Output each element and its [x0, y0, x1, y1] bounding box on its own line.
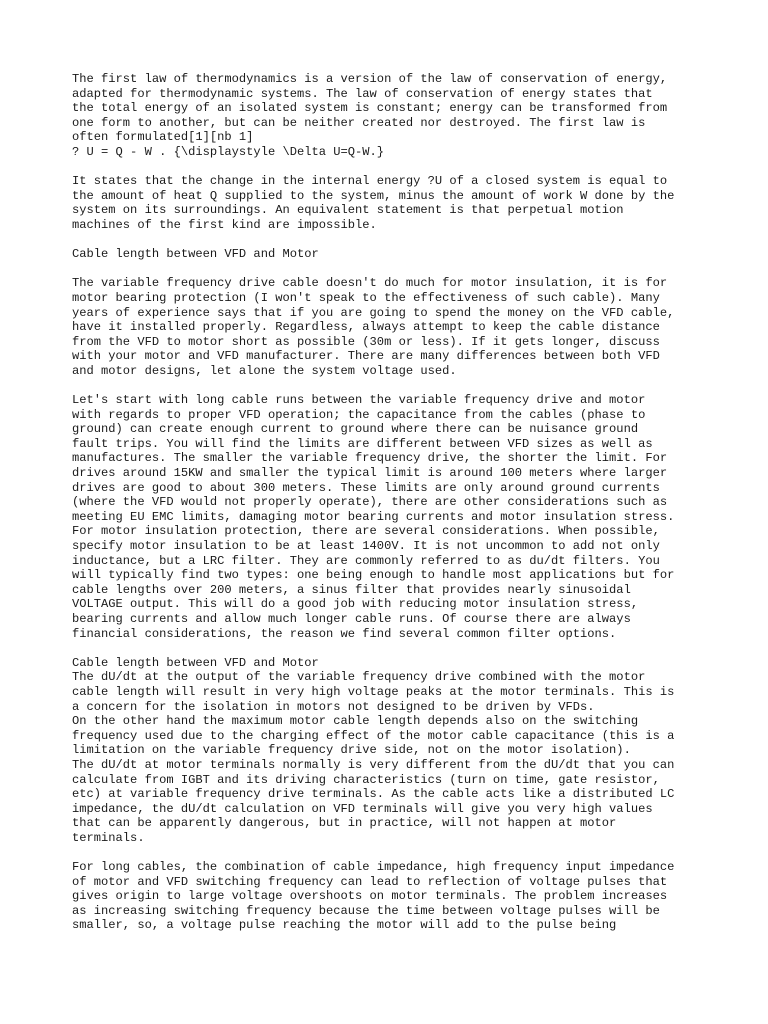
text-line: system on its surroundings. An equivalent statement is that perpetual motion — [72, 203, 624, 218]
text-line: one form to another, but can be neither created nor destroyed. The first law is — [72, 115, 646, 130]
paragraph — [72, 72, 712, 160]
text-line: that can be apparently dangerous, but in practice, will not happen at motor — [72, 816, 617, 831]
paragraph — [72, 393, 712, 641]
text-line: specify motor insulation to be at least 1400V. It is not uncommon to add not only — [72, 539, 660, 553]
text-line: meeting EU EMC limits, damaging motor bearing currents and motor insulation stress. — [72, 509, 675, 524]
text-line: On the other hand the maximum motor cable length depends also on the switching — [72, 714, 639, 729]
text-line: Cable length between VFD and Motor — [72, 247, 319, 262]
paragraph — [72, 656, 712, 846]
text-line: impedance, the dU/dt calculation on VFD terminals will give you very high values — [72, 801, 653, 816]
text-line: The first law of thermodynamics is a version of the law of conservation of energy, — [72, 72, 668, 86]
text-line: etc) at variable frequency drive terminals. As the cable acts like a distributed LC — [72, 787, 675, 802]
paragraph — [72, 860, 712, 933]
text-line: of motor and VFD switching frequency can lead to reflection of voltage pulses that — [72, 874, 668, 889]
text-line: fault trips. You will find the limits are different between VFD sizes as well as — [72, 436, 653, 451]
text-line: The variable frequency drive cable doesn't do much for motor insulation, it is for — [72, 276, 668, 291]
text-line: as increasing switching frequency because the time between voltage pulses will be — [72, 903, 660, 918]
text-line: The dU/dt at the output of the variable frequency drive combined with the motor — [72, 670, 646, 685]
text-line: frequency used due to the charging effect of the motor cable capacitance (this is a — [72, 728, 675, 743]
text-line: For motor insulation protection, there are several considerations. When possible, — [72, 524, 660, 539]
text-line: motor bearing protection (I won't speak to the effectiveness of such cable). Many — [72, 290, 660, 305]
text-line: have it installed properly. Regardless, always attempt to keep the cable distance — [72, 320, 660, 335]
paragraph — [72, 174, 712, 232]
text-line: drives around 15KW and smaller the typical limit is around 100 meters where larger — [72, 466, 668, 481]
text-line: often formulated[1][nb 1] — [72, 130, 254, 145]
text-line: ground) can create enough current to ground where there can be nuisance ground — [72, 422, 639, 437]
text-line: For long cables, the combination of cable impedance, high frequency input impedance — [72, 860, 675, 875]
text-line: gives origin to large voltage overshoots on motor terminals. The problem increases — [72, 889, 668, 904]
text-line: and motor designs, let alone the system voltage used. — [72, 363, 457, 378]
text-line: The dU/dt at motor terminals normally is very different from the dU/dt that you can — [72, 757, 675, 772]
text-line: ? U = Q - W . {\displaystyle \Delta U=Q-W.} — [72, 144, 385, 159]
text-line: VOLTAGE output. This will do a good job with reducing motor insulation stress, — [72, 597, 639, 612]
text-line: It states that the change in the internal energy ?U of a closed system is equal to — [72, 174, 668, 189]
text-line: drives are good to about 300 meters. These limits are only around ground currents — [72, 480, 660, 495]
paragraph — [72, 276, 712, 378]
paragraph — [72, 247, 712, 262]
text-line: Cable length between VFD and Motor — [72, 655, 319, 670]
text-line: financial considerations, the reason we find several common filter options. — [72, 626, 617, 641]
text-line: limitation on the variable frequency drive side, not on the motor isolation). — [72, 743, 631, 758]
text-line: adapted for thermodynamic systems. The law of conservation of energy states that — [72, 86, 653, 101]
text-line: from the VFD to motor short as possible (30m or less). If it gets longer, discuss — [72, 334, 660, 349]
text-line: with regards to proper VFD operation; the capacitance from the cables (phase to — [72, 407, 646, 422]
text-line: the amount of heat Q supplied to the system, minus the amount of work W done by the — [72, 188, 675, 203]
text-line: Let's start with long cable runs between the variable frequency drive and motor — [72, 393, 646, 408]
text-line: years of experience says that if you are going to spend the money on the VFD cable, — [72, 305, 675, 320]
document-page — [72, 72, 712, 948]
text-line: terminals. — [72, 830, 145, 845]
text-line: will typically find two types: one being enough to handle most applications but for — [72, 568, 675, 583]
text-line: smaller, so, a voltage pulse reaching the motor will add to the pulse being — [72, 918, 617, 933]
text-line: (where the VFD would not properly operate), there are other considerations such as — [72, 495, 668, 510]
text-line: cable length will result in very high voltage peaks at the motor terminals. This is — [72, 684, 675, 699]
text-line: manufactures. The smaller the variable frequency drive, the shorter the limit. For — [72, 451, 668, 466]
text-line: with your motor and VFD manufacturer. There are many differences between both VFD — [72, 349, 660, 364]
text-line: inductance, but a LRC filter. They are commonly referred to as du/dt filters. You — [72, 553, 660, 568]
text-line: bearing currents and allow much longer cable runs. Of course there are always — [72, 611, 631, 626]
text-line: machines of the first kind are impossible. — [72, 217, 377, 232]
text-line: cable lengths over 200 meters, a sinus filter that provides nearly sinusoidal — [72, 582, 631, 597]
text-line: a concern for the isolation in motors not designed to be driven by VFDs. — [72, 699, 595, 714]
text-line: the total energy of an isolated system is constant; energy can be transformed from — [72, 101, 668, 116]
text-line: calculate from IGBT and its driving characteristics (turn on time, gate resistor, — [72, 772, 660, 787]
